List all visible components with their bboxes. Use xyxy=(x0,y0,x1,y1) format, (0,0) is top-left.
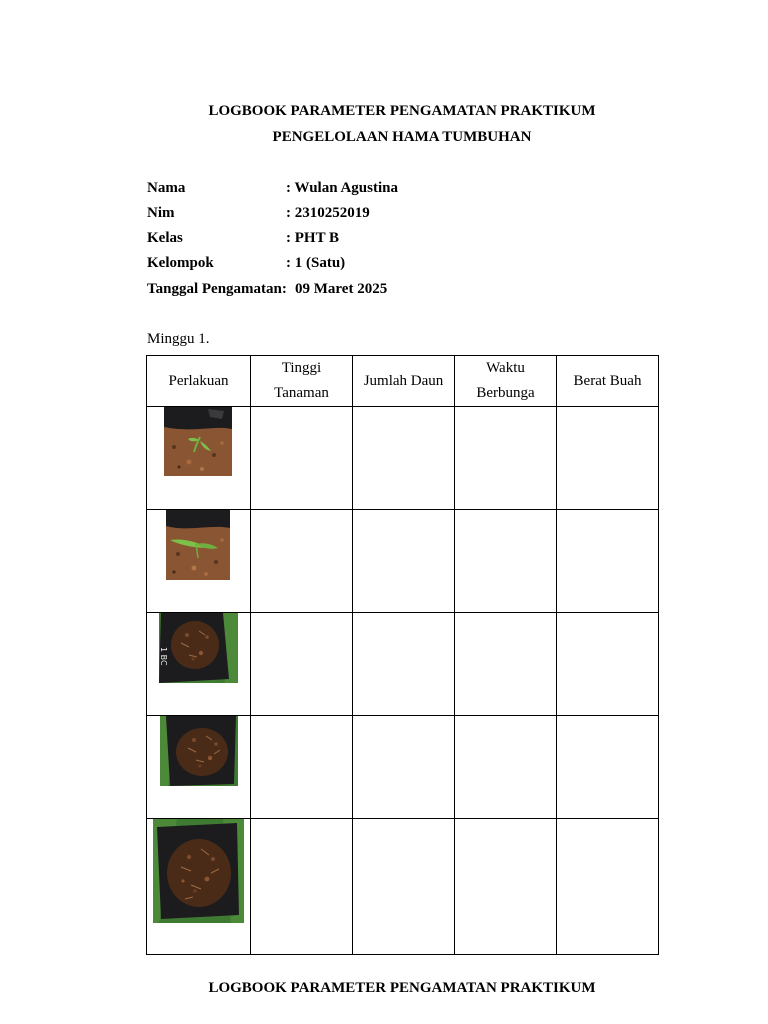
kelas-value: : PHT B xyxy=(286,230,340,246)
seedling-in-soil-photo xyxy=(164,407,232,476)
waktu-cell xyxy=(455,407,557,510)
tinggi-cell xyxy=(251,819,353,955)
perlakuan-cell xyxy=(147,613,251,716)
observation-table xyxy=(146,355,659,955)
waktu-cell xyxy=(455,716,557,819)
nim-value: : 2310252019 xyxy=(286,205,370,221)
table-header-row xyxy=(147,356,659,407)
perlakuan-cell xyxy=(147,819,251,955)
nama-label: Nama xyxy=(147,180,186,196)
waktu-cell xyxy=(455,819,557,955)
next-page-title-line1: LOGBOOK PARAMETER PENGAMATAN PRAKTIKUM xyxy=(208,980,596,996)
header-berat-buah: Berat Buah xyxy=(557,356,659,407)
polybag-soil-photo xyxy=(153,819,244,923)
perlakuan-cell xyxy=(147,716,251,819)
polybag-soil-photo xyxy=(160,716,238,786)
nim-label: Nim xyxy=(147,205,175,221)
table-row xyxy=(147,716,659,819)
berat-cell xyxy=(557,613,659,716)
table-row xyxy=(147,407,659,510)
tinggi-cell xyxy=(251,510,353,613)
week-label: Minggu 1. xyxy=(147,331,210,347)
polybag-soil-photo xyxy=(159,613,238,683)
jumlah-cell xyxy=(353,407,455,510)
jumlah-cell xyxy=(353,613,455,716)
kelompok-label: Kelompok xyxy=(147,255,214,271)
table-row xyxy=(147,510,659,613)
header-waktu-line2: Berbunga xyxy=(476,385,535,401)
page-title-line2: PENGELOLAAN HAMA TUMBUHAN xyxy=(272,129,532,145)
nama-value: : Wulan Agustina xyxy=(286,180,398,196)
header-tinggi-line1: Tinggi xyxy=(281,360,322,376)
header-waktu-line1: Waktu xyxy=(486,360,525,376)
berat-cell xyxy=(557,716,659,819)
berat-cell xyxy=(557,819,659,955)
jumlah-cell xyxy=(353,819,455,955)
page-title-line1: LOGBOOK PARAMETER PENGAMATAN PRAKTIKUM xyxy=(208,103,596,119)
tinggi-cell xyxy=(251,407,353,510)
tinggi-cell xyxy=(251,613,353,716)
header-tinggi-tanaman xyxy=(251,356,353,407)
perlakuan-cell xyxy=(147,407,251,510)
kelompok-value: : 1 (Satu) xyxy=(286,255,346,271)
berat-cell xyxy=(557,510,659,613)
tanggal-label: Tanggal Pengamatan: xyxy=(147,281,287,297)
header-waktu-berbunga xyxy=(455,356,557,407)
polybag-label: 1 BC xyxy=(159,647,168,666)
waktu-cell xyxy=(455,613,557,716)
jumlah-cell xyxy=(353,716,455,819)
table-row xyxy=(147,613,659,716)
perlakuan-cell xyxy=(147,510,251,613)
tinggi-cell xyxy=(251,716,353,819)
berat-cell xyxy=(557,407,659,510)
header-perlakuan: Perlakuan xyxy=(147,356,251,407)
tanggal-value: 09 Maret 2025 xyxy=(295,281,388,297)
table-row xyxy=(147,819,659,955)
seedling-in-soil-photo xyxy=(166,510,230,580)
header-jumlah-daun: Jumlah Daun xyxy=(353,356,455,407)
kelas-label: Kelas xyxy=(147,230,183,246)
jumlah-cell xyxy=(353,510,455,613)
header-tinggi-line2: Tanaman xyxy=(274,385,329,401)
waktu-cell xyxy=(455,510,557,613)
